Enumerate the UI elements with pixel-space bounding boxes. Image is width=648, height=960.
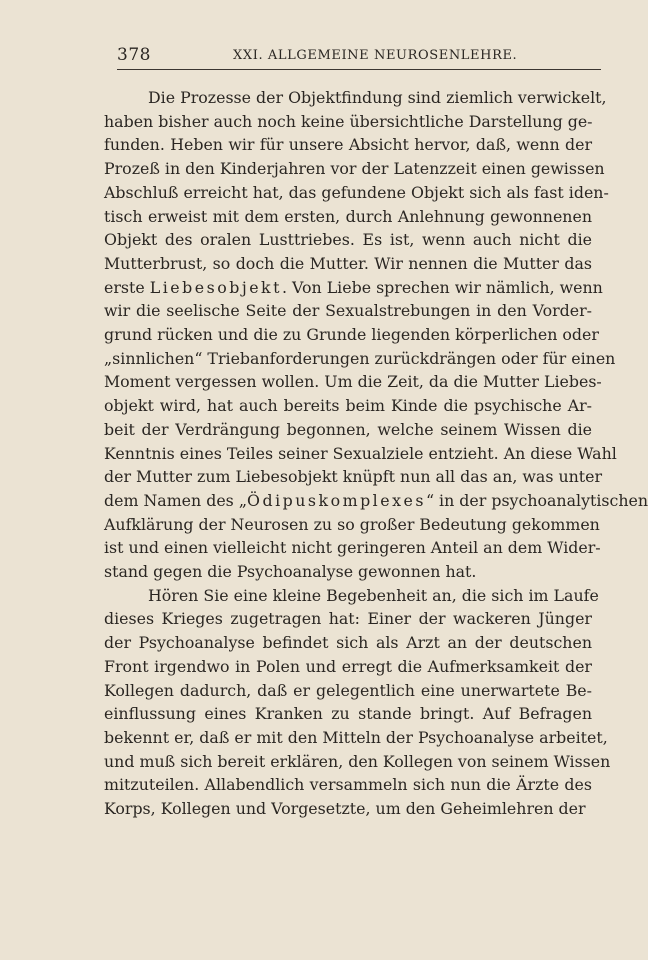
text-line: grund rücken und die zu Grunde liegenden körperlichen oder: [104, 325, 599, 345]
text-line: dieses Krieges zugetragen hat: Einer der wackeren Jünger: [104, 609, 592, 629]
text-line: der Mutter zum Liebesobjekt knüpft nun all das an, was unter: [104, 467, 603, 487]
text-line: Abschluß erreicht hat, das gefundene Objekt sich als fast iden-: [104, 182, 609, 202]
text-line: beit der Verdrängung begonnen, welche seinem Wissen die: [104, 419, 592, 439]
text-segment: dem Namen des „: [104, 490, 247, 510]
running-head: [117, 45, 601, 70]
text-line: „sinnlichen“ Triebanforderungen zurückdrängen oder für einen: [104, 348, 616, 368]
text-segment: . Von Liebe sprechen wir nämlich, wenn: [281, 277, 603, 297]
text-line: stand gegen die Psychoanalyse gewonnen hat.: [104, 562, 477, 582]
text-line: bekennt er, daß er mit den Mitteln der Psychoanalyse arbeitet,: [104, 727, 608, 747]
page-number: 378: [117, 45, 151, 65]
text-line: [104, 276, 603, 300]
chapter-header-title: XXI. ALLGEMEINE NEUROSENLEHRE.: [233, 48, 518, 63]
paragraph: [104, 584, 611, 821]
text-line: Objekt des oralen Lusttriebes. Es ist, wenn auch nicht die: [104, 230, 592, 250]
text-line: Prozeß in den Kinderjahren vor der Latenzzeit einen gewissen: [104, 159, 605, 179]
text-line: tisch erweist mit dem ersten, durch Anlehnung gewonnenen: [104, 206, 592, 226]
text-line: funden. Heben wir für unsere Absicht hervor, daß, wenn der: [104, 135, 592, 155]
text-line: Die Prozesse der Objektfindung sind ziemlich verwickelt,: [148, 88, 607, 107]
text-line: Front irgendwo in Polen und erregt die Aufmerksamkeit der: [104, 656, 592, 676]
text-line: Hören Sie eine kleine Begebenheit an, die sich im Laufe: [148, 585, 599, 605]
text-line: mitzuteilen. Allabendlich versammeln sich nun die Ärzte des: [104, 775, 592, 795]
emphasized-term: Ödipuskomplexes: [247, 490, 426, 510]
text-line: Mutterbrust, so doch die Mutter. Wir nennen die Mutter das: [104, 253, 592, 273]
text-line: der Psychoanalyse befindet sich als Arzt an der deutschen: [104, 633, 592, 653]
text-line: Kollegen dadurch, daß er gelegentlich eine unerwartete Be-: [104, 680, 592, 700]
text-segment: erste: [104, 277, 150, 297]
text-line: wir die seelische Seite der Sexualstrebungen in den Vorder-: [104, 301, 592, 321]
text-line: haben bisher auch noch keine übersichtliche Darstellung ge-: [104, 111, 593, 131]
text-line: Moment vergessen wollen. Um die Zeit, da die Mutter Liebes-: [104, 372, 602, 392]
text-line: [104, 489, 648, 513]
text-line: Kenntnis eines Teiles seiner Sexualziele entzieht. An diese Wahl: [104, 443, 617, 463]
text-line: ist und einen vielleicht nicht geringeren Anteil an dem Wider-: [104, 538, 601, 558]
text-segment: “ in der psychoanalytischen: [425, 490, 648, 510]
text-line: objekt wird, hat auch bereits beim Kinde die psychische Ar-: [104, 396, 592, 416]
emphasized-term: Liebesobjekt: [149, 277, 282, 297]
paragraph: [104, 86, 648, 584]
text-line: Korps, Kollegen und Vorgesetzte, um den Geheimlehren der: [104, 799, 586, 819]
text-line: und muß sich bereit erklären, den Kollegen von seinem Wissen: [104, 751, 611, 771]
text-line: einflussung eines Kranken zu stande bringt. Auf Befragen: [104, 704, 592, 724]
body-text: [104, 86, 648, 821]
text-line: Aufklärung der Neurosen zu so großer Bedeutung gekommen: [104, 514, 600, 534]
